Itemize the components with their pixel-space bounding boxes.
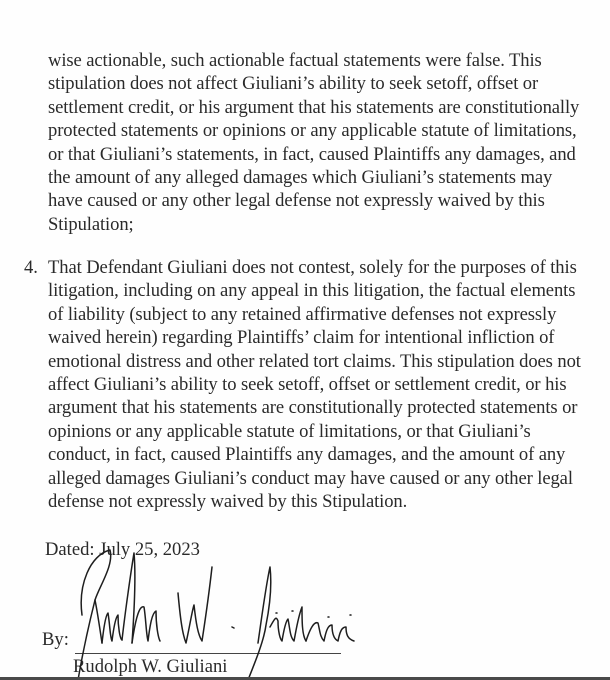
text-line: emotional distress and other related tort claims. This stipulation does not (48, 350, 581, 372)
text-line: the amount of any alleged damages which Giuliani’s statements may (48, 167, 553, 189)
text-line: wise actionable, such actionable factual statements were false. This (48, 50, 542, 71)
text-line: That Defendant Giuliani does not contest, solely for the purposes of this (48, 257, 577, 278)
paragraph-number: 4. (24, 257, 38, 278)
paragraph-4 (48, 256, 581, 513)
text-line: or that Giuliani’s statements, in fact, caused Plaintiffs any damages, and (48, 143, 576, 165)
paragraph-3-continued (48, 49, 579, 236)
text-line: litigation, including on any appeal in this litigation, the factual elements (48, 280, 576, 302)
text-line: protected statements or opinions or any applicable statute of limitations, (48, 120, 577, 142)
signer-name: Rudolph W. Giuliani (73, 656, 228, 677)
text-line: have caused or any other legal defense not expressly waived by this (48, 190, 545, 212)
text-line: affect Giuliani’s ability to seek setoff, offset or settlement credit, or his (48, 374, 567, 396)
text-line: stipulation does not affect Giuliani’s ability to seek setoff, offset or (48, 73, 539, 95)
by-label: By: (42, 629, 69, 650)
text-line: conduct, in fact, caused Plaintiffs any damages, and the amount of any (48, 444, 566, 466)
handwritten-signature-icon (70, 545, 360, 680)
text-line: alleged damages Giuliani’s conduct may have caused or any other legal (48, 467, 573, 489)
dated-line: Dated: July 25, 2023 (45, 539, 200, 560)
text-line: opinions or any applicable statute of limitations, or that Giuliani’s (48, 420, 531, 442)
text-line: settlement credit, or his argument that his statements are constitutionally (48, 96, 580, 118)
text-line: argument that his statements are constitutionally protected statements or (48, 397, 578, 419)
text-line: Stipulation; (48, 213, 134, 235)
text-line: waived herein) regarding Plaintiffs’ claim for intentional infliction of (48, 327, 555, 349)
text-line: of liability (subject to any retained affirmative defenses not expressly (48, 303, 557, 325)
text-line: defense not expressly waived by this Stipulation. (48, 491, 408, 513)
